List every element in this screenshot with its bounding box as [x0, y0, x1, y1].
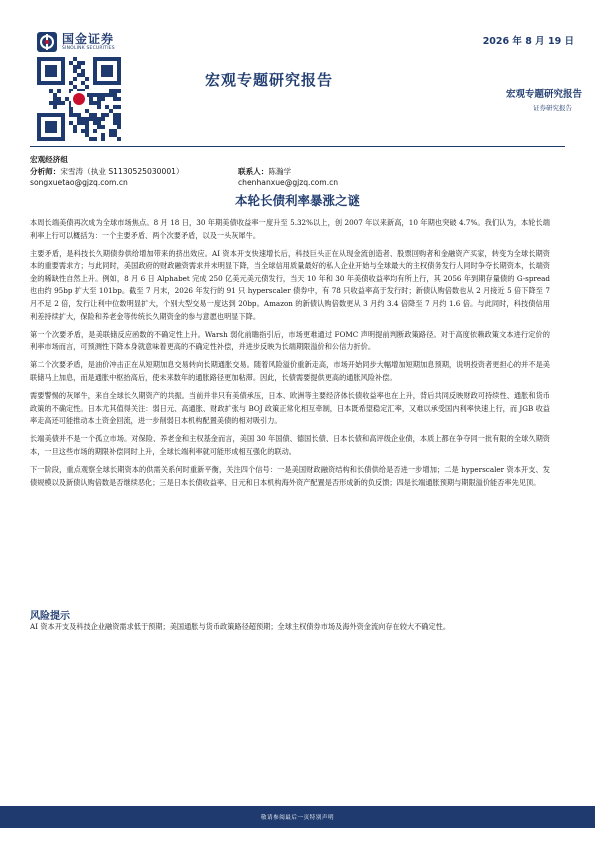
paragraph-secondary-1: 第一个次要矛盾，是美联储反应函数的不确定性上升。Warsh 弱化前瞻指引后，市场更难通过 FOMC 声明提前判断政策路径。对于高度依赖政策文本进行定价的利率市场而言，可预测性下降本身就意味着更高的不确定性补偿，并进步反映为长端期限溢价和公信力折价。	[30, 329, 550, 352]
paragraph-outlook: 下一阶段，重点观察全球长期资本的供需关系何时重新平衡，关注四个信号：一是美国财政融资结构和长债供给是否进一步增加；二是 hyperscaler 资本开支、发债规模以及新债认购倍数是否继续恶化；三是日本长债收益率、日元和日本机构海外资产配置是否形成新的负反馈；四是长端通胀预期与期限溢价能否率先见顶。	[30, 465, 550, 487]
paragraph-secondary-2: 第二个次要矛盾，是油价冲击正在从短期加息交易转向长期通胀交易。随着风险溢价重新走高，市场开始同步大幅增加短期加息预期，说明投资者更担心的并不是美联储马上加息，而是通胀中枢抬高后，使未来数年的通胀路径更加粘滞。因此，长债需要提供更高的通胀风险补偿。	[30, 360, 550, 383]
page-title: 宏观专题研究报告	[205, 71, 334, 89]
risk-heading: 风险提示	[30, 611, 70, 622]
analyst-name: 宋雪涛（执业 S1130525030001）	[60, 167, 184, 176]
article-title: 本轮长债利率暴涨之谜	[234, 193, 360, 208]
footer-disclaimer[interactable]: 敬请参阅最后一页特别声明	[260, 815, 335, 821]
risk-text: AI 资本开支及科技企业融资需求低于预期；美国通胀与货币政策路径超预期；全球主权债券市场及海外资金流向存在较大不确定性。	[30, 622, 451, 631]
research-group: 宏观经济组	[30, 155, 68, 164]
qr-code-icon	[37, 57, 121, 141]
logo-mark-icon	[36, 31, 58, 53]
footer-bar	[0, 806, 595, 828]
paragraph-main-contradiction: 主要矛盾，是科技长久期债券供给增加带来的挤出效应。AI 资本开支快速增长后，科技巨头正在从现金流创造者、股票回购者和金融资产买家，转变为全球长期资本的重要需求方；与此同时，美国政府的财政融资需求并未明显下降，当全球信用质量最好的私人企业开始与全球最大的主权债务发行人同时争夺长期资本，长端资金的稀缺性自然上升。例如，8 月 6 日 Alphabet 完成 250 亿美元美元债发行，当天 10 年和 30 年美债收益率均有所上行，其 2056 年到期存量债的 G-spread 也由约 95bp 扩大至 101bp。截至 7 月末，2026 年发行的 91 只 hyperscaler 债券中，有 78 只收益率高于发行时；新债认购倍数也从 2 月接近 5 倍下降至 7 月不足 2 倍，发行让利中位数明显扩大，个别大型交易一度达到 20bp。Amazon 的新债认购倍数更从 3 月约 3.4 倍降至 7 月约 1.6 倍。与此同时，科技债信用利差持续扩大，保险和养老金等传统长久期资金的参与意愿也明显下降。	[30, 248, 550, 321]
contact-name: 陈瀚学	[268, 167, 292, 176]
contact-label: 联系人：	[238, 167, 269, 176]
company-logo	[36, 31, 115, 53]
analyst-label: 分析师：	[30, 167, 61, 176]
report-date: 2026 年 8 月 19 日	[482, 36, 574, 47]
header-divider	[30, 146, 565, 147]
paragraph-linkage: 长端美债并不是一个孤立市场。对保险、养老金和主权基金而言，美国 30 年国债、德国长债、日本长债和高评级企业债，本质上都在争夺同一批有限的全球久期资本，一旦这些市场的期限补偿同时上升，全球长端利率就可能形成相互强化的联动。	[30, 434, 550, 456]
report-category-label: 证券研究报告	[533, 104, 572, 112]
analyst-email[interactable]: songxuetao@gjzq.com.cn	[30, 178, 128, 187]
paragraph-intro: 本周长端美债再次成为全球市场焦点。8 月 18 日，30 年期美债收益率一度升至 5.32%以上，创 2007 年以来新高，10 年期也突破 4.7%。我们认为，本轮长端利率上行可以概括为：一个主要矛盾、两个次要矛盾，以及一头灰犀牛。	[30, 218, 550, 240]
paragraph-grey-rhino: 需要警惕的灰犀牛，来自全球长久期资产的共振。当前并非只有美债承压，日本、欧洲等主要经济体长债收益率也在上升，背后共同反映财政可持续性、通胀和货币政策的不确定性。日本尤其值得关注：弱日元、高通胀、财政扩张与 BOJ 政策正常化相互牵制，日本既希望稳定汇率，又难以承受国内利率快速上行，而 JGB 收益率走高还可能推动本土资金回流，进一步削弱日本机构配置美债的相对吸引力。	[30, 391, 550, 426]
logo-name-en: SINOLINK SECURITIES	[62, 45, 115, 51]
contact-email[interactable]: chenhanxue@gjzq.com.cn	[238, 178, 339, 187]
report-type-label: 宏观专题研究报告	[505, 89, 582, 100]
article-body	[30, 217, 550, 495]
logo-name-cn: 国金证券	[62, 31, 115, 46]
